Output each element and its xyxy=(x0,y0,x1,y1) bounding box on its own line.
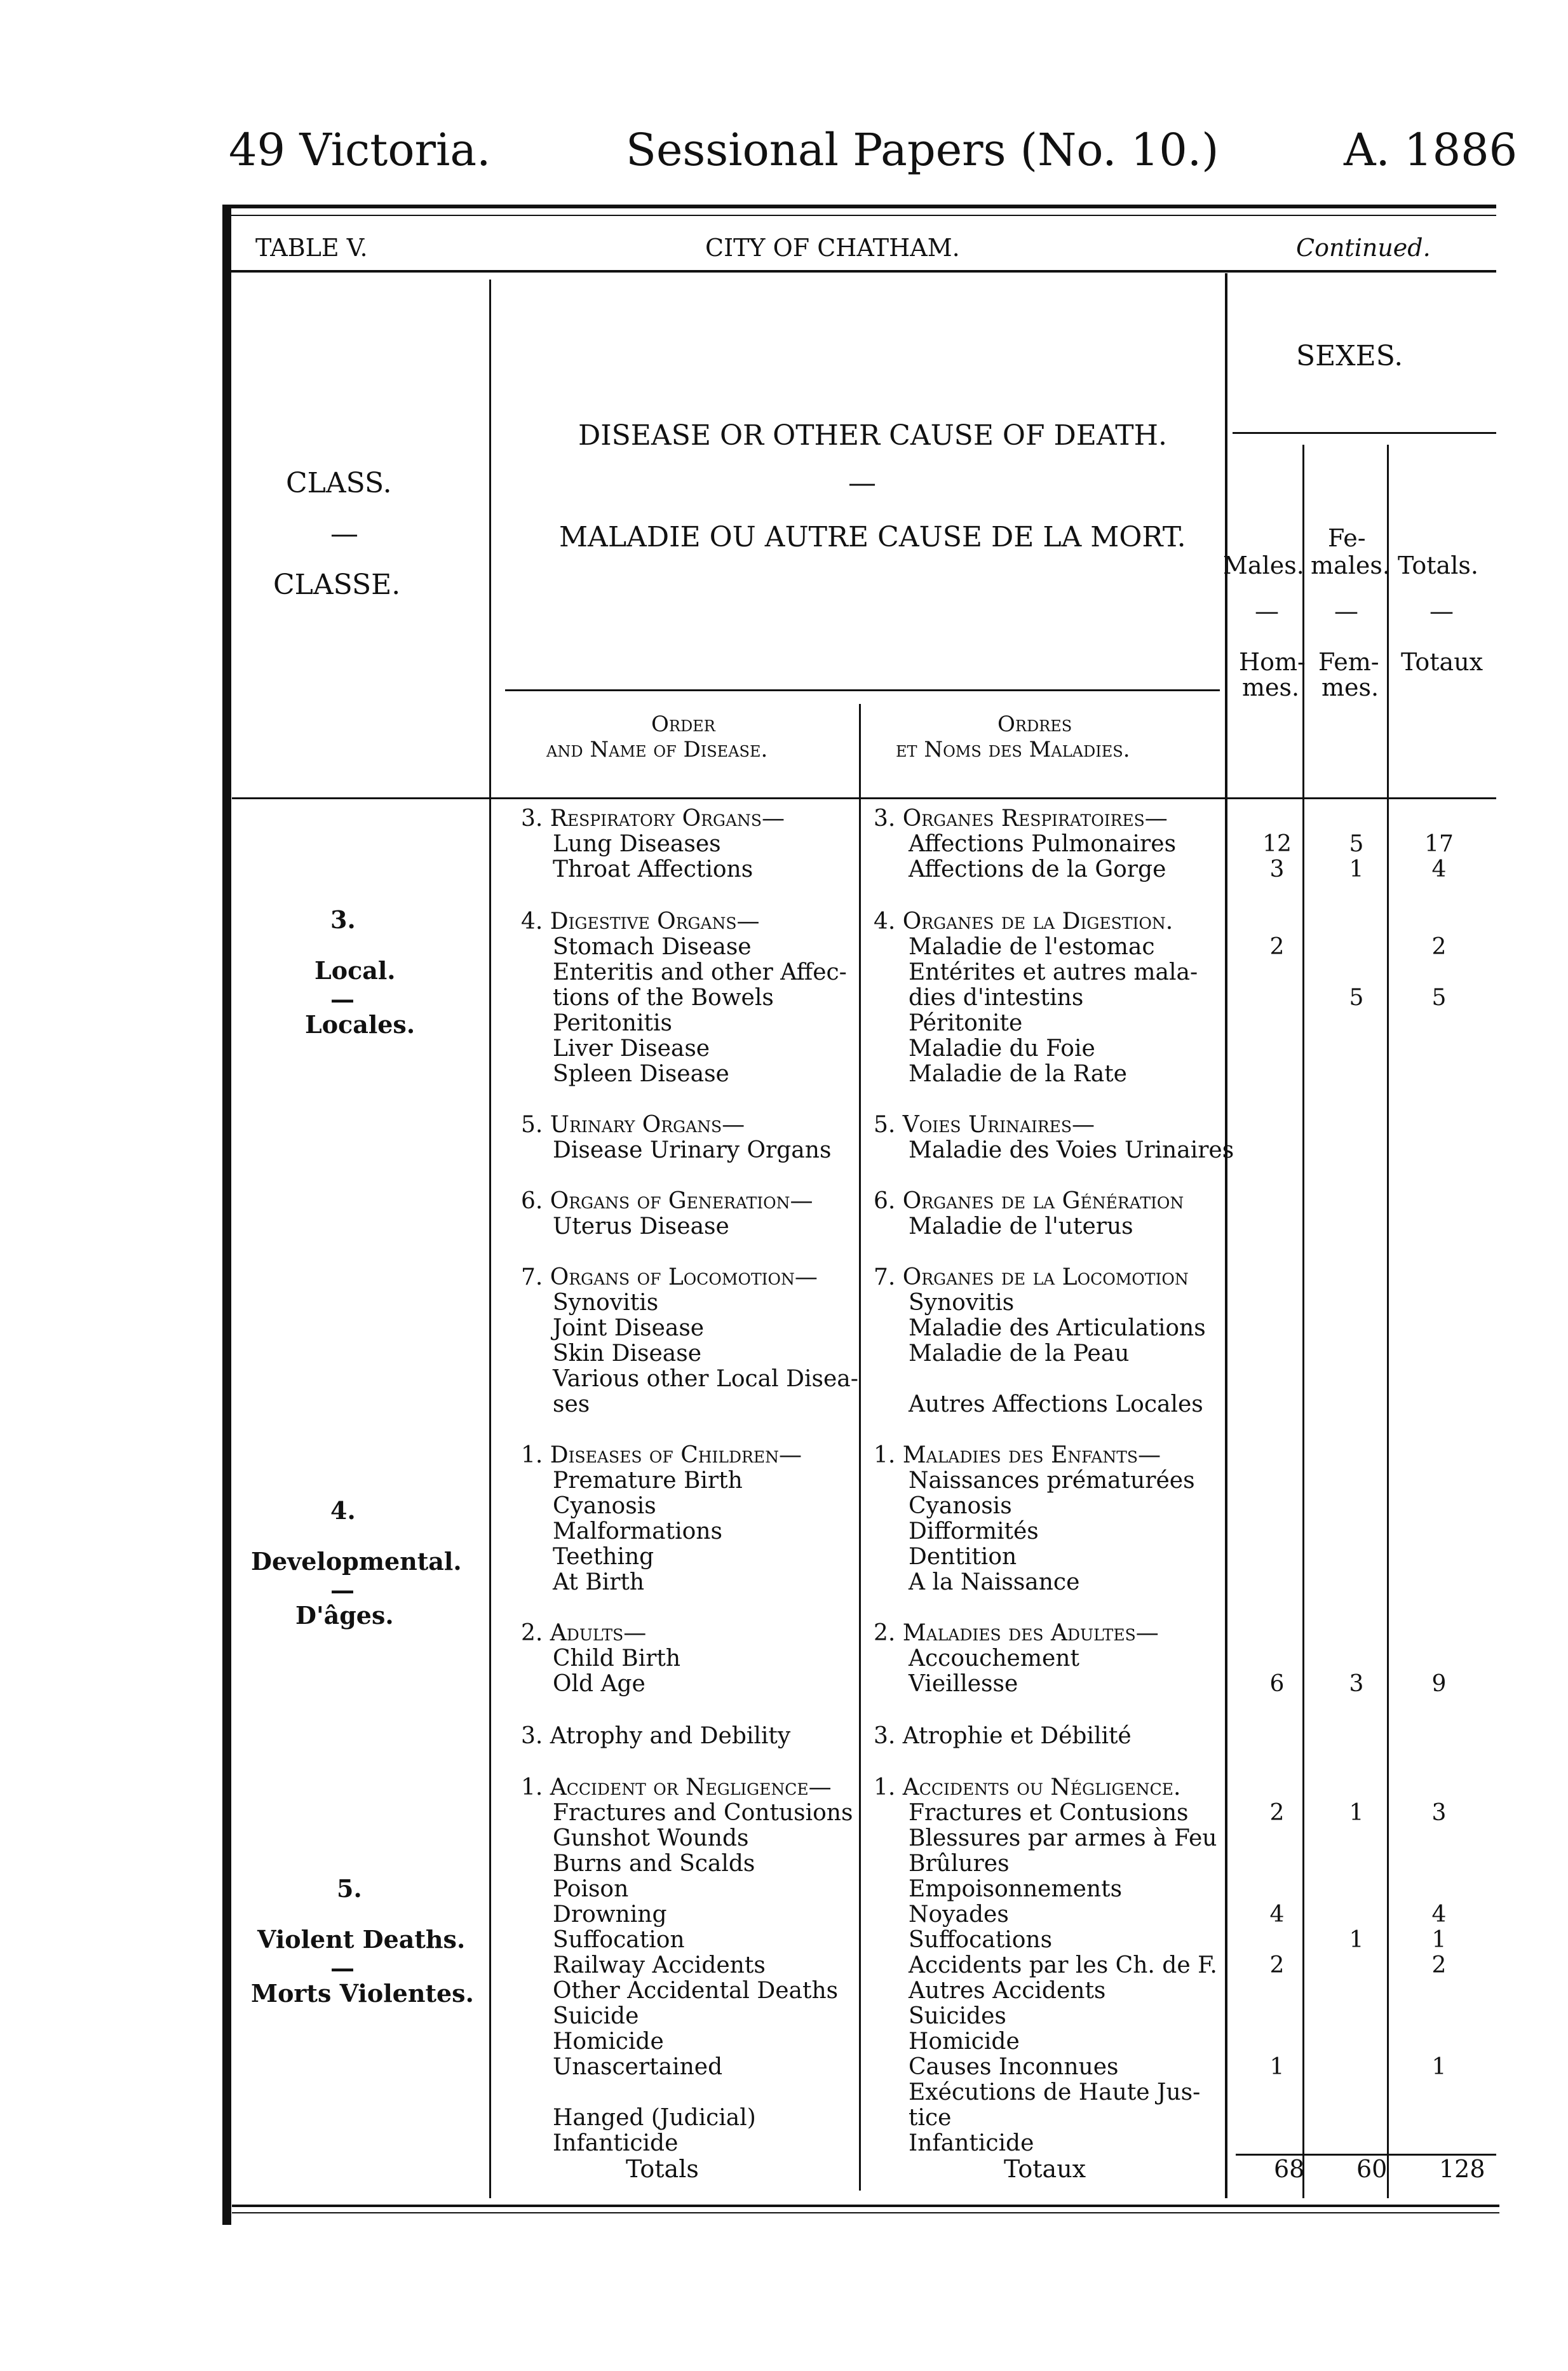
disease-name-fr: Naissances prématurées xyxy=(909,1468,1195,1494)
disease-name-en: Throat Affections xyxy=(553,856,754,882)
total-count: 1 xyxy=(1431,2054,1447,2080)
class-5-dash: — xyxy=(330,1954,355,1982)
males-count: 1 xyxy=(1269,2054,1285,2080)
disease-name-en: Enteritis and other Affec- xyxy=(553,959,847,985)
disease-name-en: At Birth xyxy=(553,1569,645,1595)
disease-header-en: DISEASE OR OTHER CAUSE OF DEATH. xyxy=(578,419,1167,452)
disease-name-en: Gunshot Wounds xyxy=(553,1825,749,1851)
totals-dash: — xyxy=(1429,597,1454,625)
disease-header-fr: MALADIE OU AUTRE CAUSE DE LA MORT. xyxy=(559,521,1186,553)
title-rule xyxy=(229,270,1496,273)
page-header-right: A. 1886 xyxy=(1344,124,1518,176)
disease-name-fr: Suffocations xyxy=(909,1927,1053,1953)
total-count: 9 xyxy=(1431,1671,1447,1697)
disease-name-en: Premature Birth xyxy=(553,1468,743,1494)
table-row xyxy=(0,1952,1568,1979)
disease-name-fr: dies d'intestins xyxy=(909,985,1084,1011)
table-row xyxy=(0,1774,1568,1801)
disease-name-en: Skin Disease xyxy=(553,1341,702,1367)
disease-name-fr: Homicide xyxy=(909,2029,1020,2055)
disease-name-en: Spleen Disease xyxy=(553,1061,729,1087)
top-rule xyxy=(229,205,1496,208)
femmes-header-1: Fem- xyxy=(1318,648,1379,676)
sexes-rule xyxy=(1233,432,1496,434)
table-row xyxy=(0,934,1568,961)
disease-name-fr: Autres Accidents xyxy=(909,1978,1106,2004)
table-row xyxy=(0,2003,1568,2030)
disease-name-en: Teething xyxy=(553,1544,654,1570)
disease-name-fr: tice xyxy=(909,2105,952,2131)
femmes-header-2: mes. xyxy=(1321,673,1379,701)
males-count: 2 xyxy=(1269,934,1285,960)
disease-name-en: 1. Diseases of Children— xyxy=(521,1442,802,1468)
class-3-num: 3. xyxy=(330,905,356,934)
table-row xyxy=(0,1645,1568,1672)
class-4-en: Developmental. xyxy=(251,1547,462,1576)
disease-name-en: Lung Diseases xyxy=(553,831,721,857)
disease-name-en: Fractures and Contusions xyxy=(553,1800,853,1826)
disease-name-fr: Maladie des Voies Urinaires xyxy=(909,1137,1234,1163)
males-count: 12 xyxy=(1262,831,1292,857)
order-fr-1: Ordres xyxy=(997,712,1072,737)
total-count: 4 xyxy=(1431,1902,1447,1928)
class-header-en: CLASS. xyxy=(286,467,392,499)
table-row xyxy=(0,1518,1568,1545)
females-count: 5 xyxy=(1349,831,1364,857)
class-5-en: Violent Deaths. xyxy=(257,1925,466,1954)
table-row xyxy=(0,985,1568,1011)
table-row xyxy=(0,1851,1568,1877)
table-row xyxy=(0,1671,1568,1698)
males-dash: — xyxy=(1255,597,1279,625)
table-row xyxy=(0,1544,1568,1571)
table-row xyxy=(0,1442,1568,1469)
disease-name-fr: Entérites et autres mala- xyxy=(909,959,1198,985)
disease-name-en: Old Age xyxy=(553,1671,645,1697)
disease-name-en: Drowning xyxy=(553,1902,667,1928)
disease-name-fr: Difformités xyxy=(909,1518,1039,1544)
table-row xyxy=(0,1213,1568,1240)
total-count: 4 xyxy=(1431,856,1447,882)
table-row xyxy=(0,1468,1568,1494)
disease-header-dash: — xyxy=(848,467,876,499)
disease-name-fr: Vieillesse xyxy=(909,1671,1018,1697)
total-count: 5 xyxy=(1431,985,1447,1011)
top-rule-thin xyxy=(229,215,1496,216)
disease-name-fr: Dentition xyxy=(909,1544,1017,1570)
disease-name-fr: Causes Inconnues xyxy=(909,2054,1119,2080)
table-row xyxy=(0,1341,1568,1367)
totals-total: 128 xyxy=(1439,2155,1485,2183)
totals-label-en: Totals xyxy=(626,2155,699,2183)
table-row xyxy=(0,1112,1568,1138)
disease-name-en: Liver Disease xyxy=(553,1036,710,1062)
table-continued: Continued. xyxy=(1296,234,1431,262)
table-row xyxy=(0,2029,1568,2055)
table-row xyxy=(0,1315,1568,1342)
class-5-num: 5. xyxy=(337,1874,362,1903)
table-row xyxy=(0,2054,1568,2081)
disease-name-en: Joint Disease xyxy=(553,1315,705,1341)
disease-name-fr: 6. Organes de la Génération xyxy=(874,1188,1184,1214)
table-row xyxy=(0,1620,1568,1647)
sexes-header: SEXES. xyxy=(1296,340,1403,372)
disease-name-en: 5. Urinary Organs— xyxy=(521,1112,745,1138)
males-count: 4 xyxy=(1269,1902,1285,1928)
disease-name-fr: 3. Atrophie et Débilité xyxy=(874,1723,1132,1749)
disease-name-fr: Autres Affections Locales xyxy=(909,1391,1203,1417)
disease-name-fr: Affections de la Gorge xyxy=(909,856,1166,882)
disease-name-en: Disease Urinary Organs xyxy=(553,1137,832,1163)
table-row xyxy=(0,1902,1568,1928)
disease-name-en: Cyanosis xyxy=(553,1493,656,1519)
disease-name-en: Suffocation xyxy=(553,1927,685,1953)
disease-name-en: Child Birth xyxy=(553,1645,681,1672)
table-row xyxy=(0,1978,1568,2004)
disease-name-fr: 1. Maladies des Enfants— xyxy=(874,1442,1161,1468)
disease-name-en: 7. Organs of Locomotion— xyxy=(521,1264,818,1290)
disease-name-en: Homicide xyxy=(553,2029,664,2055)
disease-name-fr: Synovitis xyxy=(909,1290,1015,1316)
disease-header-rule xyxy=(505,689,1220,691)
disease-name-fr: Infanticide xyxy=(909,2130,1034,2156)
disease-name-fr: Maladie de la Rate xyxy=(909,1061,1127,1087)
males-count: 6 xyxy=(1269,1671,1285,1697)
class-5-fr: Morts Violentes. xyxy=(251,1979,474,2008)
table-row xyxy=(0,1290,1568,1316)
disease-name-en: 3. Atrophy and Debility xyxy=(521,1723,791,1749)
table-row xyxy=(0,1010,1568,1037)
disease-name-fr: Exécutions de Haute Jus- xyxy=(909,2079,1201,2105)
disease-name-fr: A la Naissance xyxy=(909,1569,1080,1595)
order-en-2: and Name of Disease. xyxy=(546,737,768,762)
disease-name-en: Stomach Disease xyxy=(553,934,752,960)
disease-name-fr: Maladie de l'uterus xyxy=(909,1213,1133,1240)
disease-name-fr: 7. Organes de la Locomotion xyxy=(874,1264,1189,1290)
page-header-center: Sessional Papers (No. 10.) xyxy=(626,124,1219,176)
hommes-header-1: Hom- xyxy=(1239,648,1306,676)
disease-name-en: Synovitis xyxy=(553,1290,659,1316)
disease-name-en: 3. Respiratory Organs— xyxy=(521,806,785,832)
disease-name-fr: Maladie de la Peau xyxy=(909,1341,1130,1367)
total-count: 1 xyxy=(1431,1927,1447,1953)
disease-name-fr: 4. Organes de la Digestion. xyxy=(874,909,1173,935)
disease-name-fr: Empoisonnements xyxy=(909,1876,1123,1902)
bottom-rule-thin xyxy=(232,2212,1499,2213)
males-count: 2 xyxy=(1269,1952,1285,1978)
males-header: Males. xyxy=(1223,551,1304,579)
disease-name-en: Various other Local Disea- xyxy=(553,1366,858,1392)
disease-name-en: 4. Digestive Organs— xyxy=(521,909,760,935)
totaux-header: Totaux xyxy=(1401,648,1484,676)
disease-name-fr: 1. Accidents ou Négligence. xyxy=(874,1774,1181,1800)
totals-header: Totals. xyxy=(1398,551,1478,579)
table-row xyxy=(0,1723,1568,1750)
table-row xyxy=(0,2105,1568,2131)
totals-females: 60 xyxy=(1356,2155,1388,2183)
disease-name-en: Railway Accidents xyxy=(553,1952,766,1978)
disease-name-fr: Maladie des Articulations xyxy=(909,1315,1206,1341)
disease-name-fr: 2. Maladies des Adultes— xyxy=(874,1620,1159,1646)
table-row xyxy=(0,2079,1568,2106)
page-header-left: 49 Victoria. xyxy=(229,124,491,176)
class-header-dash: — xyxy=(330,518,358,550)
table-row xyxy=(0,909,1568,935)
bottom-rule xyxy=(232,2205,1499,2207)
table-row xyxy=(0,1493,1568,1520)
table-row xyxy=(0,856,1568,883)
class-3-fr: Locales. xyxy=(305,1010,416,1039)
disease-name-en: Hanged (Judicial) xyxy=(553,2105,756,2131)
disease-name-fr: Brûlures xyxy=(909,1851,1010,1877)
females-count: 1 xyxy=(1349,1800,1364,1826)
disease-name-en: 1. Accident or Negligence— xyxy=(521,1774,832,1800)
females-count: 5 xyxy=(1349,985,1364,1011)
disease-name-fr: Maladie de l'estomac xyxy=(909,934,1155,960)
class-header-fr: CLASSE. xyxy=(273,569,401,601)
disease-name-fr: Péritonite xyxy=(909,1010,1023,1036)
table-row xyxy=(0,1061,1568,1088)
table-row xyxy=(0,1036,1568,1062)
total-count: 17 xyxy=(1424,831,1454,857)
disease-name-en: Uterus Disease xyxy=(553,1213,729,1240)
disease-name-en: 2. Adults— xyxy=(521,1620,647,1646)
table-row xyxy=(0,1825,1568,1852)
disease-name-fr: Blessures par armes à Feu xyxy=(909,1825,1217,1851)
table-row xyxy=(0,2130,1568,2157)
disease-name-fr: 3. Organes Respiratoires— xyxy=(874,806,1168,832)
table-row xyxy=(0,1391,1568,1418)
hommes-header-2: mes. xyxy=(1242,673,1300,701)
females-dash: — xyxy=(1334,597,1358,625)
disease-name-fr: Suicides xyxy=(909,2003,1006,2029)
table-row xyxy=(0,1800,1568,1827)
table-row xyxy=(0,1137,1568,1164)
table-row xyxy=(0,1188,1568,1215)
table-row xyxy=(0,806,1568,832)
table-row xyxy=(0,959,1568,986)
total-count: 2 xyxy=(1431,934,1447,960)
disease-name-en: Burns and Scalds xyxy=(553,1851,755,1877)
table-row xyxy=(0,1876,1568,1903)
class-4-fr: D'âges. xyxy=(295,1601,394,1630)
table-row xyxy=(0,1366,1568,1393)
disease-name-en: tions of the Bowels xyxy=(553,985,774,1011)
table-row xyxy=(0,1927,1568,1954)
females-header-1: Fe- xyxy=(1328,524,1366,552)
females-header-2: males. xyxy=(1311,551,1390,579)
disease-name-fr: Fractures et Contusions xyxy=(909,1800,1189,1826)
total-count: 3 xyxy=(1431,1800,1447,1826)
table-row xyxy=(0,1264,1568,1291)
disease-name-en: Poison xyxy=(553,1876,629,1902)
table-label: TABLE V. xyxy=(255,234,368,262)
disease-name-en: ses xyxy=(553,1391,590,1417)
males-count: 3 xyxy=(1269,856,1285,882)
disease-name-fr: Accouchement xyxy=(909,1645,1079,1672)
females-count: 3 xyxy=(1349,1671,1364,1697)
disease-name-en: Suicide xyxy=(553,2003,639,2029)
disease-name-en: Unascertained xyxy=(553,2054,723,2080)
total-count: 2 xyxy=(1431,1952,1447,1978)
totals-label-fr: Totaux xyxy=(1004,2155,1086,2183)
disease-name-en: Malformations xyxy=(553,1518,722,1544)
disease-name-en: Infanticide xyxy=(553,2130,679,2156)
disease-name-fr: Noyades xyxy=(909,1902,1009,1928)
table-row xyxy=(0,1569,1568,1596)
table-city: CITY OF CHATHAM. xyxy=(705,234,960,262)
header-bottom-rule xyxy=(232,797,1496,799)
table-row xyxy=(0,831,1568,858)
disease-name-en: Other Accidental Deaths xyxy=(553,1978,839,2004)
females-count: 1 xyxy=(1349,1927,1364,1953)
males-count: 2 xyxy=(1269,1800,1285,1826)
totals-males: 68 xyxy=(1274,2155,1305,2183)
disease-name-fr: Affections Pulmonaires xyxy=(909,831,1177,857)
class-3-en: Local. xyxy=(314,956,396,985)
disease-name-fr: 5. Voies Urinaires— xyxy=(874,1112,1095,1138)
disease-name-en: Peritonitis xyxy=(553,1010,672,1036)
class-4-dash: — xyxy=(330,1576,355,1604)
disease-name-en: 6. Organs of Generation— xyxy=(521,1188,813,1214)
order-fr-2: et Noms des Maladies. xyxy=(896,737,1130,762)
disease-name-fr: Maladie du Foie xyxy=(909,1036,1095,1062)
females-count: 1 xyxy=(1349,856,1364,882)
class-3-dash: — xyxy=(330,985,355,1013)
disease-name-fr: Cyanosis xyxy=(909,1493,1012,1519)
disease-name-fr: Accidents par les Ch. de F. xyxy=(909,1952,1217,1978)
order-en-1: Order xyxy=(651,712,715,737)
class-4-num: 4. xyxy=(330,1496,356,1525)
